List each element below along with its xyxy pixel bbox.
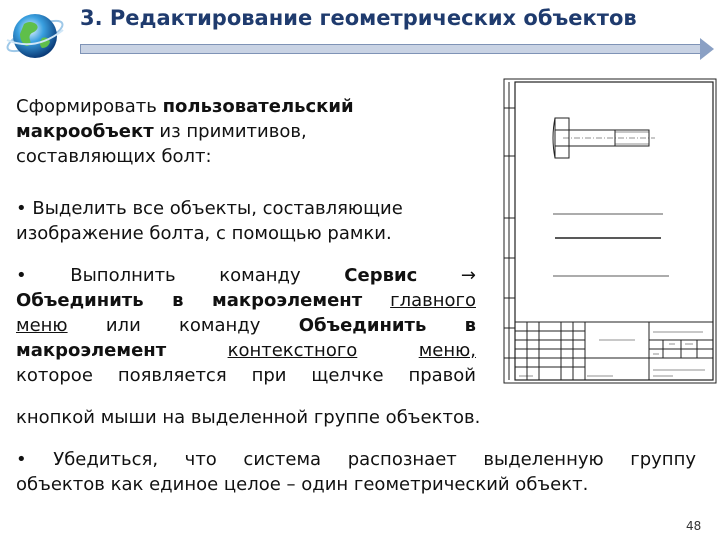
text-menu-2: меню, — [418, 340, 476, 361]
menu-merge: Объединить — [298, 315, 427, 336]
title-block-table — [515, 322, 713, 380]
title-underline-bar — [80, 44, 706, 54]
text-command-2: команду — [179, 315, 261, 336]
text-context: контекстного — [227, 340, 358, 361]
text-command: команду — [219, 265, 301, 286]
bullet3-line1: • Убедиться, что система распознает выделенную группу — [16, 449, 696, 470]
intro-text: Сформировать — [16, 96, 163, 117]
intro-bold-macro: макрообъект — [16, 121, 154, 142]
bullet2-line5: которое появляется при щелчке правой — [16, 365, 476, 386]
bullet2-line4 — [16, 338, 476, 363]
drawing-frame — [515, 82, 713, 380]
page-number: 48 — [686, 519, 702, 533]
menu-in: в — [464, 315, 476, 336]
arrow-glyph: → — [460, 265, 476, 286]
intro-paragraph — [16, 94, 486, 169]
bullet-verify-object — [16, 447, 696, 497]
bullet-merge-command — [16, 263, 476, 388]
intro-text-primitives: из примитивов, — [153, 121, 307, 142]
bullet2-line1 — [16, 263, 476, 288]
bullet3-line2: объектов как единое целое – один геометрический объект. — [16, 474, 589, 495]
menu-service: Сервис — [344, 265, 418, 286]
intro-bold-custom: пользовательский — [162, 96, 354, 117]
text-main: главного — [390, 290, 476, 311]
bullet-dot: • — [16, 265, 27, 286]
bullet2-line2 — [16, 288, 476, 313]
bolt-shank-shape — [563, 130, 655, 146]
intro-text-bolt: составляющих болт: — [16, 146, 212, 167]
menu-macroelement: макроэлемент — [16, 340, 167, 361]
bullet2-line3 — [16, 313, 476, 338]
bolt-drawing — [503, 78, 717, 384]
drawing-sheet-border — [504, 79, 716, 383]
text-execute: Выполнить — [70, 265, 176, 286]
title-block-fine-lines — [519, 332, 705, 376]
title-arrow-icon — [700, 38, 714, 60]
menu-merge-macro: Объединить в макроэлемент — [16, 290, 363, 311]
text-menu: меню — [16, 315, 68, 336]
bullet2-line6: кнопкой мыши на выделенной группе объектов. — [16, 407, 481, 428]
bullet1-line1: • Выделить все объекты, составляющие — [16, 198, 403, 219]
text-or: или — [105, 315, 141, 336]
page-title: 3. Редактирование геометрических объектов — [80, 6, 637, 30]
globe-icon — [2, 4, 68, 66]
bullet-select-objects — [16, 196, 486, 246]
bullet1-line2: изображение болта, с помощью рамки. — [16, 223, 392, 244]
